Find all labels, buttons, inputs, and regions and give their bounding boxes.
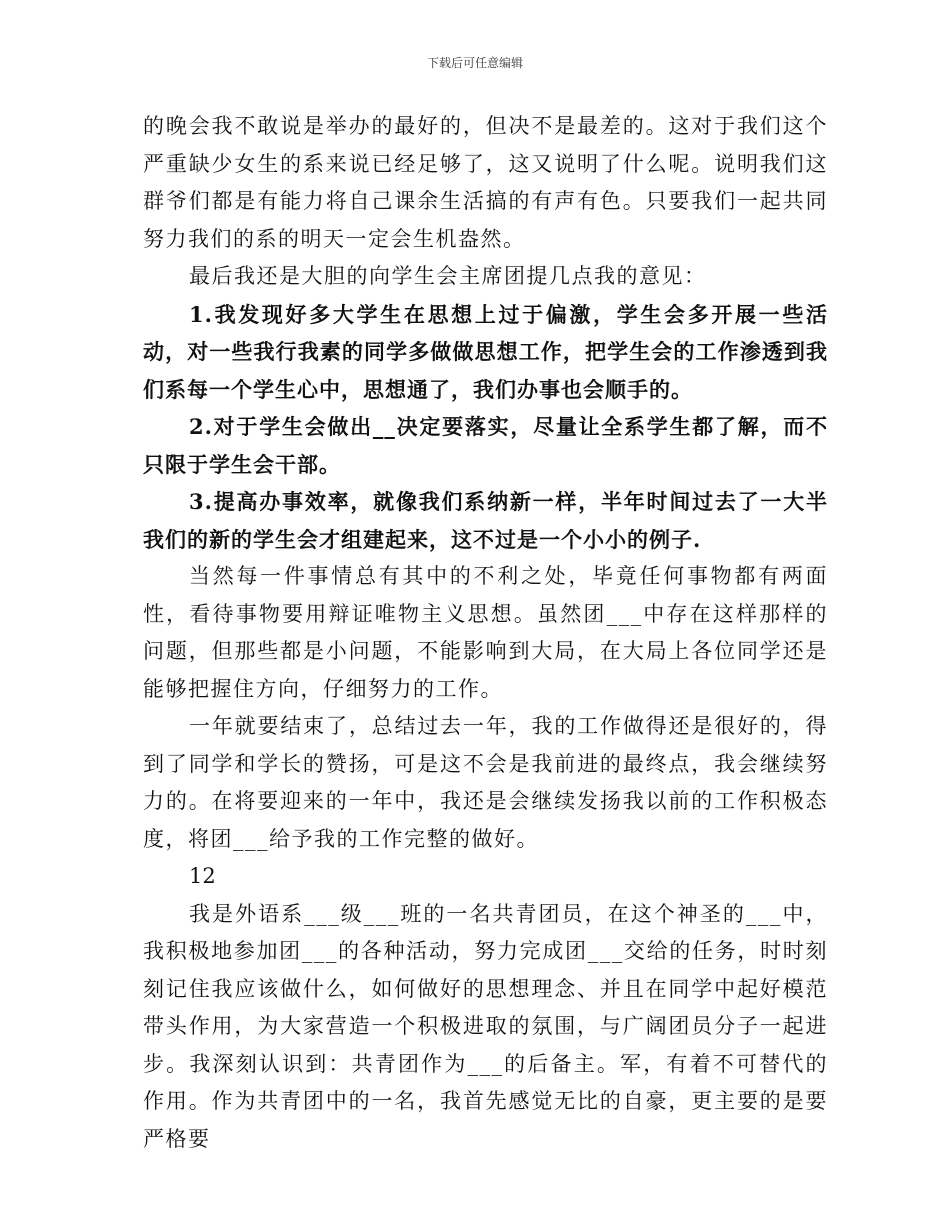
paragraph-suggestions-intro: 最后我还是大胆的向学生会主席团提几点我的意见： bbox=[189, 264, 707, 288]
paragraph-dialectics: 当然每一件事情总有其中的不利之处，毕竟任何事物都有两面性，看待事物要用辩证唯物主义思想。虽然团___中存在这样那样的问题，但那些都是小问题，不能影响到大局，在大局上各位同学还是能够把握住方向，仔细努力的工作。 bbox=[143, 564, 828, 701]
section-number: 12 bbox=[189, 864, 216, 888]
paragraph-league-member: 我是外语系___级___班的一名共青团员，在这个神圣的___中，我积极地参加团___的各种活动，努力完成团___交给的任务，时时刻刻记住我应该做什么，如何做好的思想理念、并且在同学中起好模范带头作用，为大家营造一个积极进取的氛围，与广阔团员分子一起进步。我深刻认识到：共青团作为___的后备主。军，有着不可替代的作用。作为共青团中的一名，我首先感觉无比的自豪，更主要的是要严格要 bbox=[143, 901, 828, 1151]
page-header: 下载后可任意编辑 bbox=[426, 56, 523, 70]
document-body bbox=[143, 108, 828, 1158]
suggestion-item-2: 2.对于学生会做出__决定要落实，尽量让全系学生都了解，而不只限于学生会干部。 bbox=[143, 414, 828, 477]
suggestion-item-3: 3.提高办事效率，就像我们系纳新一样，半年时间过去了一大半我们的新的学生会才组建起来，这不过是一个小小的例子. bbox=[143, 489, 828, 552]
paragraph-continuation: 的晚会我不敢说是举办的最好的，但决不是最差的。这对于我们这个严重缺少女生的系来说已经足够了，这又说明了什么呢。说明我们这群爷们都是有能力将自己课余生活搞的有声有色。只要我们一起共同努力我们的系的明天一定会生机盎然。 bbox=[143, 114, 828, 251]
suggestion-item-1: 1.我发现好多大学生在思想上过于偏激，学生会多开展一些活动，对一些我行我素的同学多做做思想工作，把学生会的工作渗透到我们系每一个学生心中，思想通了，我们办事也会顺手的。 bbox=[143, 301, 828, 402]
paragraph-year-summary: 一年就要结束了，总结过去一年，我的工作做得还是很好的，得到了同学和学长的赞扬，可是这不会是我前进的最终点，我会继续努力的。在将要迎来的一年中，我还是会继续发扬我以前的工作积极态度，将团___给予我的工作完整的做好。 bbox=[143, 714, 828, 851]
